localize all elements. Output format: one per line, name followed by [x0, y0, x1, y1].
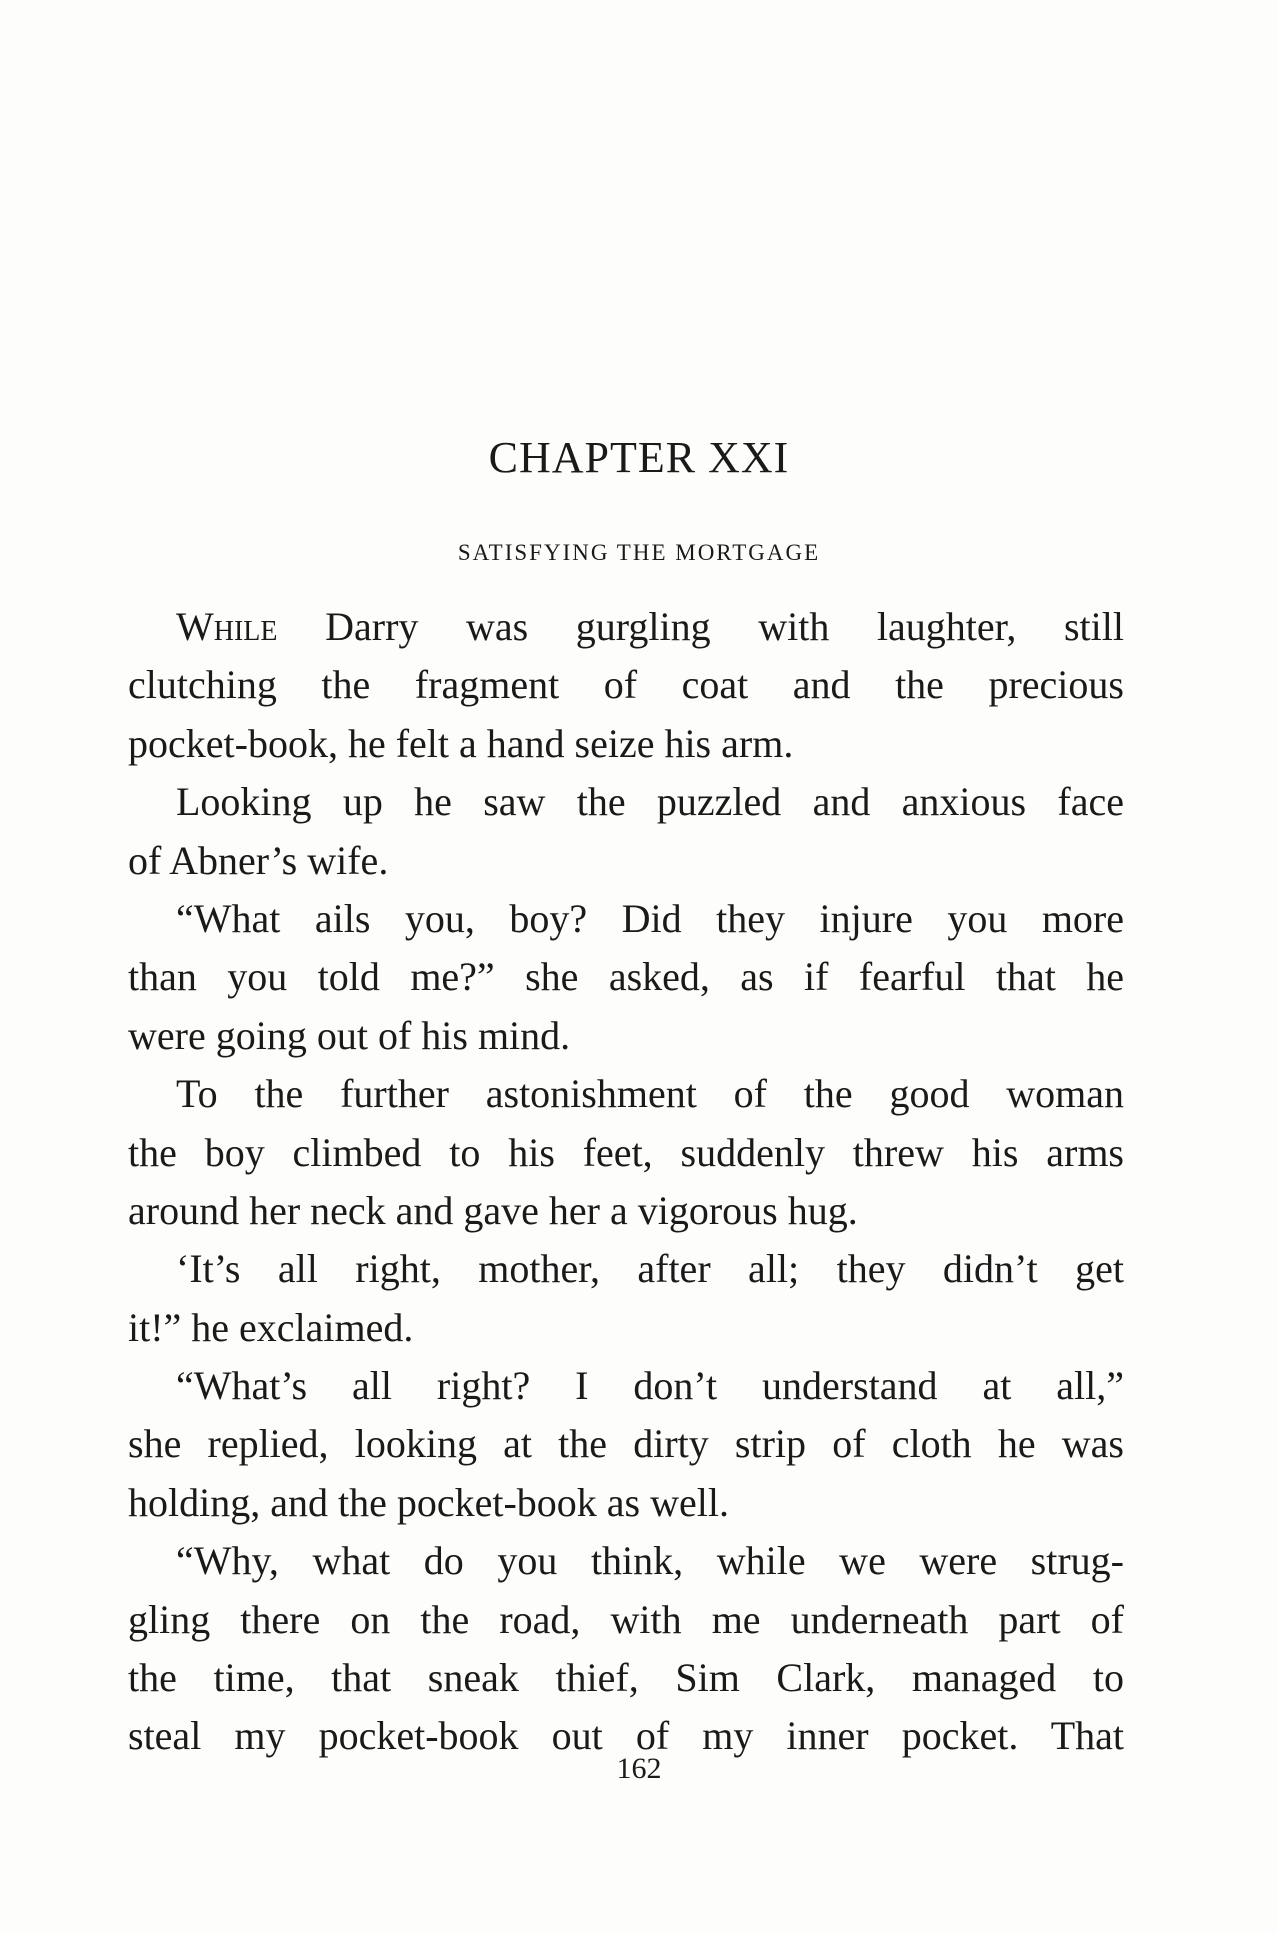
paragraph	[128, 1532, 1124, 1766]
text-line: holding, and the pocket-book as well.	[128, 1479, 729, 1525]
text-line: “Why, what do you think, while we were strug-	[176, 1538, 1124, 1584]
text-line: “What’s all right? I don’t understand at all,”	[176, 1363, 1124, 1409]
text-line: the boy climbed to his feet, suddenly threw his arms	[128, 1129, 1124, 1175]
text-line: Looking up he saw the puzzled and anxious face	[176, 779, 1124, 825]
text-line: were going out of his mind.	[128, 1012, 571, 1058]
page-number: 162	[616, 1752, 662, 1785]
text-line: pocket-book, he felt a hand seize his arm.	[128, 720, 794, 766]
paragraph	[128, 1357, 1124, 1532]
text-line: To the further astonishment of the good woman	[176, 1071, 1124, 1117]
chapter-title: CHAPTER XXI	[488, 433, 790, 482]
opening-word: While	[176, 604, 278, 649]
paragraph	[128, 773, 1124, 890]
paragraph	[128, 598, 1124, 773]
paragraph	[128, 1240, 1124, 1357]
text-line: “What ails you, boy? Did they injure you more	[176, 895, 1124, 941]
paragraph	[128, 890, 1124, 1065]
text-line: it!” he exclaimed.	[128, 1304, 414, 1350]
text-line: steal my pocket-book out of my inner pocket. That	[128, 1713, 1124, 1759]
paragraph	[128, 1065, 1124, 1240]
text-line: she replied, looking at the dirty strip of cloth he was	[128, 1421, 1124, 1467]
text-line: around her neck and gave her a vigorous hug.	[128, 1187, 858, 1233]
text-line-content: Darry was gurgling with laughter, still	[277, 604, 1124, 649]
text-line: than you told me?” she asked, as if fearful that he	[128, 954, 1124, 1000]
chapter-subtitle: SATISFYING THE MORTGAGE	[457, 540, 821, 565]
text-line: clutching the fragment of coat and the precious	[128, 662, 1124, 708]
text-line: the time, that sneak thief, Sim Clark, managed to	[128, 1655, 1124, 1701]
text-line: ‘It’s all right, mother, after all; they didn’t get	[176, 1246, 1124, 1292]
text-line	[128, 598, 1124, 656]
text-line: gling there on the road, with me underneath part of	[128, 1596, 1124, 1642]
text-line: of Abner’s wife.	[128, 837, 389, 883]
chapter-body	[128, 598, 1124, 1766]
